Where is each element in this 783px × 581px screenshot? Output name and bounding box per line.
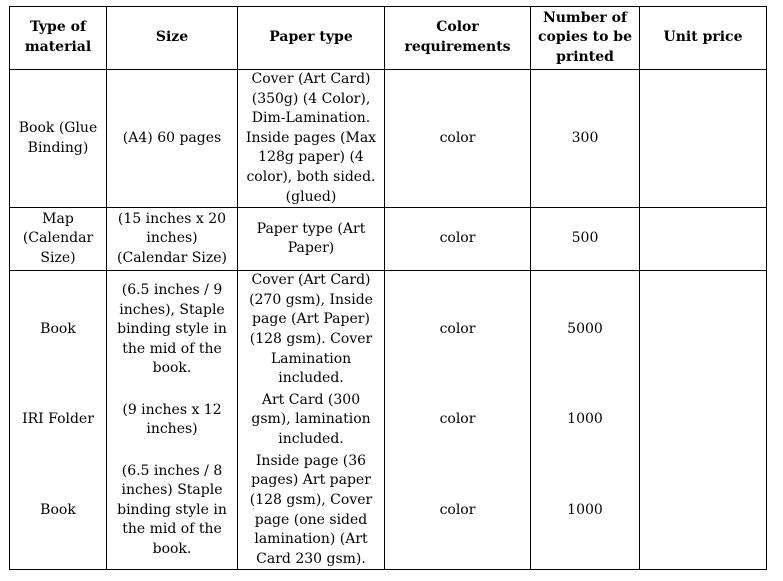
cell-type: Book	[10, 452, 107, 570]
cell-unit-price	[640, 389, 767, 452]
cell-copies: 1000	[531, 452, 640, 570]
cell-unit-price	[640, 452, 767, 570]
cell-color: color	[385, 452, 531, 570]
cell-copies: 500	[531, 208, 640, 271]
cell-type: Book (Glue Binding)	[10, 70, 107, 208]
cell-paper-type: Cover (Art Card) (350g) (4 Color), Dim-Lamination. Inside pages (Max 128g paper) (4 color), both sided. (glued)	[238, 70, 385, 208]
cell-type: Map (Calendar Size)	[10, 208, 107, 271]
cell-paper-type: Paper type (Art Paper)	[238, 208, 385, 271]
cell-type: Book	[10, 271, 107, 389]
cell-copies: 300	[531, 70, 640, 208]
cell-copies: 5000	[531, 271, 640, 389]
cell-size: (6.5 inches / 9 inches), Staple binding style in the mid of the book.	[107, 271, 238, 389]
table-row	[10, 452, 767, 570]
document-page	[9, 6, 767, 570]
header-color-requirements: Color requirements	[385, 7, 531, 70]
header-paper-type: Paper type	[238, 7, 385, 70]
cell-type: IRI Folder	[10, 389, 107, 452]
cell-color: color	[385, 208, 531, 271]
cell-color: color	[385, 70, 531, 208]
header-number-of-copies: Number of copies to be printed	[531, 7, 640, 70]
cell-paper-type: Inside page (36 pages) Art paper (128 gsm), Cover page (one sided lamination) (Art Card 230 gsm).	[238, 452, 385, 570]
cell-paper-type: Art Card (300 gsm), lamination included.	[238, 389, 385, 452]
header-type-of-material: Type of material	[10, 7, 107, 70]
cell-copies: 1000	[531, 389, 640, 452]
cell-unit-price	[640, 70, 767, 208]
cell-color: color	[385, 389, 531, 452]
header-size: Size	[107, 7, 238, 70]
header-row	[10, 7, 767, 70]
header-unit-price: Unit price	[640, 7, 767, 70]
cell-size: (9 inches x 12 inches)	[107, 389, 238, 452]
table-row	[10, 208, 767, 271]
printing-spec-table	[9, 6, 767, 570]
table-row	[10, 271, 767, 389]
cell-size: (15 inches x 20 inches) (Calendar Size)	[107, 208, 238, 271]
cell-size: (6.5 inches / 8 inches) Staple binding style in the mid of the book.	[107, 452, 238, 570]
table-row	[10, 70, 767, 208]
cell-paper-type: Cover (Art Card) (270 gsm), Inside page (Art Paper) (128 gsm). Cover Lamination included.	[238, 271, 385, 389]
cell-color: color	[385, 271, 531, 389]
cell-size: (A4) 60 pages	[107, 70, 238, 208]
cell-unit-price	[640, 208, 767, 271]
cell-unit-price	[640, 271, 767, 389]
table-row	[10, 389, 767, 452]
